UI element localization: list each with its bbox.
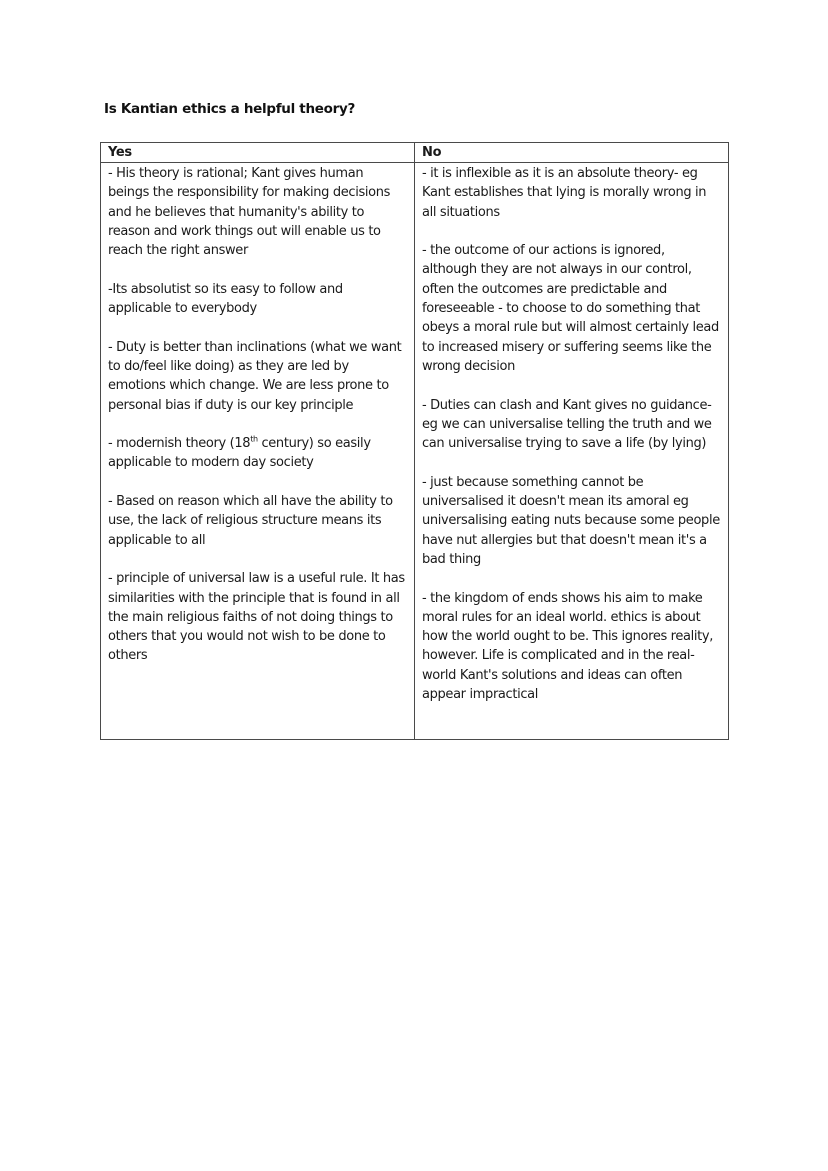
yes-point-text: - modernish theory (18 bbox=[108, 436, 251, 452]
no-point: - just because something cannot be universalised it doesn't mean its amoral eg universalising eating nuts because some people have nut allergies but that doesn't mean it's a bad thing bbox=[422, 474, 720, 567]
ordinal-superscript: th bbox=[250, 434, 258, 444]
yes-point: - His theory is rational; Kant gives human beings the responsibility for making decisions and he believes that humanity's ability to reason and work things out will enable us to reach the right answer bbox=[108, 166, 391, 259]
yes-point: - Based on reason which all have the ability to use, the lack of religious structure means its applicable to all bbox=[108, 494, 393, 548]
no-point: - Duties can clash and Kant gives no guidance- eg we can universalise telling the truth and we can universalise trying to save a life (by lying) bbox=[422, 397, 712, 452]
yes-point: -Its absolutist so its easy to follow and applicable to everybody bbox=[108, 281, 343, 317]
yes-point bbox=[108, 434, 408, 473]
no-column-cell bbox=[415, 163, 729, 740]
comparison-table bbox=[100, 142, 729, 740]
no-point: - it is inflexible as it is an absolute theory- eg Kant establishes that lying is morally wrong in all situations bbox=[422, 166, 707, 220]
table-header-row bbox=[101, 143, 729, 163]
column-header-yes: Yes bbox=[101, 143, 415, 163]
no-point: - the outcome of our actions is ignored, although they are not always in our control, often the outcomes are predictable and foreseeable - to choose to do something that obeys a moral rule but will almost certainly lead to increased misery or suffering seems like the wrong decision bbox=[422, 243, 719, 374]
yes-point: - principle of universal law is a useful rule. It has similarities with the principle that is found in all the main religious faiths of not doing things to others that you would not wish to be done to others bbox=[108, 571, 405, 664]
no-point: - the kingdom of ends shows his aim to make moral rules for an ideal world. ethics is about how the world ought to be. This ignores reality, however. Life is complicated and in the real-world Kant's solutions and ideas can often appear impractical bbox=[422, 590, 714, 703]
yes-point: - Duty is better than inclinations (what we want to do/feel like doing) as they are led by emotions which change. We are less prone to personal bias if duty is our key principle bbox=[108, 339, 402, 413]
column-header-no: No bbox=[415, 143, 729, 163]
table-body-row bbox=[101, 163, 729, 740]
page-title: Is Kantian ethics a helpful theory? bbox=[104, 101, 355, 117]
yes-point-text: century) so easily applicable to modern day society bbox=[108, 436, 371, 471]
yes-column-cell bbox=[101, 163, 415, 740]
